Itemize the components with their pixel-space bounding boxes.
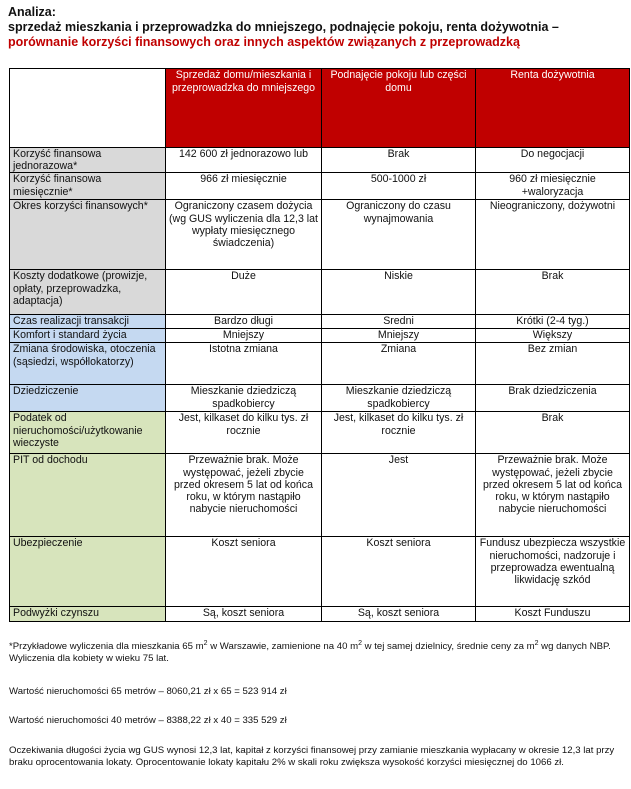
superscript: 2 <box>203 639 208 647</box>
table-row <box>10 412 630 454</box>
footnote-part: w tej samej dzielnicy, średnie ceny za m <box>361 641 535 652</box>
table-row <box>10 607 630 622</box>
table-row <box>10 173 630 200</box>
row-label: Okres korzyści finansowych* <box>10 200 166 270</box>
row-label: Korzyść finansowa miesięcznie* <box>10 173 166 200</box>
cell-annuity: Bez zmian <box>476 343 630 385</box>
cell-sale: Ograniczony czasem dożycia (wg GUS wyliczenia dla 12,3 lat wypłaty miesięcznego świadczenia) <box>166 200 322 270</box>
cell-sublet: Jest, kilkaset do kilku tys. zł rocznie <box>322 412 476 454</box>
row-label: PIT od dochodu <box>10 454 166 537</box>
cell-annuity: Brak <box>476 270 630 315</box>
cell-sublet: Zmiana <box>322 343 476 385</box>
value-40m-note: Wartość nieruchomości 40 metrów – 8388,22 zł x 40 = 335 529 zł <box>9 715 287 726</box>
cell-sale: Koszt seniora <box>166 537 322 607</box>
table-row <box>10 329 630 343</box>
column-header-sublet: Podnajęcie pokoju lub części domu <box>322 69 476 148</box>
comparison-table <box>9 68 630 622</box>
cell-sale: Mieszkanie dziedziczą spadkobiercy <box>166 385 322 412</box>
cell-sale: 142 600 zł jednorazowo lub <box>166 148 322 173</box>
header-subtitle: porównanie korzyści finansowych oraz innych aspektów związanych z przeprowadzką <box>8 35 520 49</box>
footnote-part: wg danych NBP. Wyliczenia dla kobiety w wieku 75 lat. <box>9 641 611 664</box>
superscript: 2 <box>358 639 362 647</box>
footnote <box>9 641 623 664</box>
cell-sublet: Mieszkanie dziedziczą spadkobiercy <box>322 385 476 412</box>
table-row <box>10 343 630 385</box>
cell-sale: 966 zł miesięcznie <box>166 173 322 200</box>
header-title: sprzedaż mieszkania i przeprowadzka do mniejszego, podnajęcie pokoju, renta dożywotnia – <box>8 20 559 34</box>
footnote-part: w Warszawie, zamienione na 40 m <box>207 641 359 652</box>
table-row <box>10 200 630 270</box>
table-row <box>10 270 630 315</box>
table-row <box>10 537 630 607</box>
cell-sublet: Są, koszt seniora <box>322 607 476 622</box>
cell-annuity: Nieograniczony, dożywotni <box>476 200 630 270</box>
cell-sublet: Brak <box>322 148 476 173</box>
cell-annuity: Większy <box>476 329 630 343</box>
row-label: Dziedziczenie <box>10 385 166 412</box>
cell-sale: Bardzo długi <box>166 315 322 329</box>
row-label: Komfort i standard życia <box>10 329 166 343</box>
document-header <box>8 5 626 50</box>
column-header-annuity: Renta dożywotnia <box>476 69 630 148</box>
life-expectancy-note: Oczekiwania długości życia wg GUS wynosi 12,3 lat, kapitał z korzyści finansowej przy zamianie mieszkania wypłacany w okresie 12,3 lat przy braku oprocentowania lokaty. Oprocentowanie lokaty kapitału 2% w skali roku zwiększa wysokość korzyści miesięcznej do 1066 zł. <box>9 745 615 768</box>
cell-sublet: 500-1000 zł <box>322 173 476 200</box>
table-header-row <box>10 69 630 148</box>
row-label: Koszty dodatkowe (prowizje, opłaty, przeprowadzka, adaptacja) <box>10 270 166 315</box>
table-row <box>10 315 630 329</box>
cell-annuity: Przeważnie brak. Może występować, jeżeli zbycie przed okresem 5 lat od końca roku, w którym nastąpiło nabycie nieruchomości <box>476 454 630 537</box>
cell-annuity: Krótki (2-4 tyg.) <box>476 315 630 329</box>
row-label: Korzyść finansowa jednorazowa* <box>10 148 166 173</box>
row-label: Ubezpieczenie <box>10 537 166 607</box>
cell-sublet: Ograniczony do czasu wynajmowania <box>322 200 476 270</box>
cell-sublet: Sredni <box>322 315 476 329</box>
row-label: Zmiana środowiska, otoczenia (sąsiedzi, współlokatorzy) <box>10 343 166 385</box>
table-corner-cell <box>10 69 166 148</box>
cell-sale: Jest, kilkaset do kilku tys. zł rocznie <box>166 412 322 454</box>
superscript: 2 <box>534 639 539 647</box>
value-65m-note: Wartość nieruchomości 65 metrów – 8060,21 zł x 65 = 523 914 zł <box>9 686 287 697</box>
header-label: Analiza: <box>8 5 56 19</box>
row-label: Podatek od nieruchomości/użytkowanie wieczyste <box>10 412 166 454</box>
table-row <box>10 454 630 537</box>
cell-annuity: 960 zł miesięcznie +waloryzacja <box>476 173 630 200</box>
footnote-part: *Przykładowe wyliczenia dla mieszkania 65 m <box>9 641 204 652</box>
cell-sublet: Koszt seniora <box>322 537 476 607</box>
cell-annuity: Koszt Funduszu <box>476 607 630 622</box>
cell-sublet: Mniejszy <box>322 329 476 343</box>
cell-sale: Mniejszy <box>166 329 322 343</box>
row-label: Podwyżki czynszu <box>10 607 166 622</box>
cell-sublet: Niskie <box>322 270 476 315</box>
cell-annuity: Brak <box>476 412 630 454</box>
row-label: Czas realizacji transakcji <box>10 315 166 329</box>
cell-sale: Przeważnie brak. Może występować, jeżeli zbycie przed okresem 5 lat od końca roku, w którym nastąpiło nabycie nieruchomości <box>166 454 322 537</box>
cell-sublet: Jest <box>322 454 476 537</box>
table-row <box>10 385 630 412</box>
cell-sale: Są, koszt seniora <box>166 607 322 622</box>
cell-annuity: Do negocjacji <box>476 148 630 173</box>
column-header-sale: Sprzedaż domu/mieszkania i przeprowadzka do mniejszego <box>166 69 322 148</box>
table-row <box>10 148 630 173</box>
cell-annuity: Brak dziedziczenia <box>476 385 630 412</box>
cell-sale: Istotna zmiana <box>166 343 322 385</box>
cell-annuity: Fundusz ubezpiecza wszystkie nieruchomości, nadzoruje i przeprowadza ewentualną likwidację szkód <box>476 537 630 607</box>
cell-sale: Duże <box>166 270 322 315</box>
